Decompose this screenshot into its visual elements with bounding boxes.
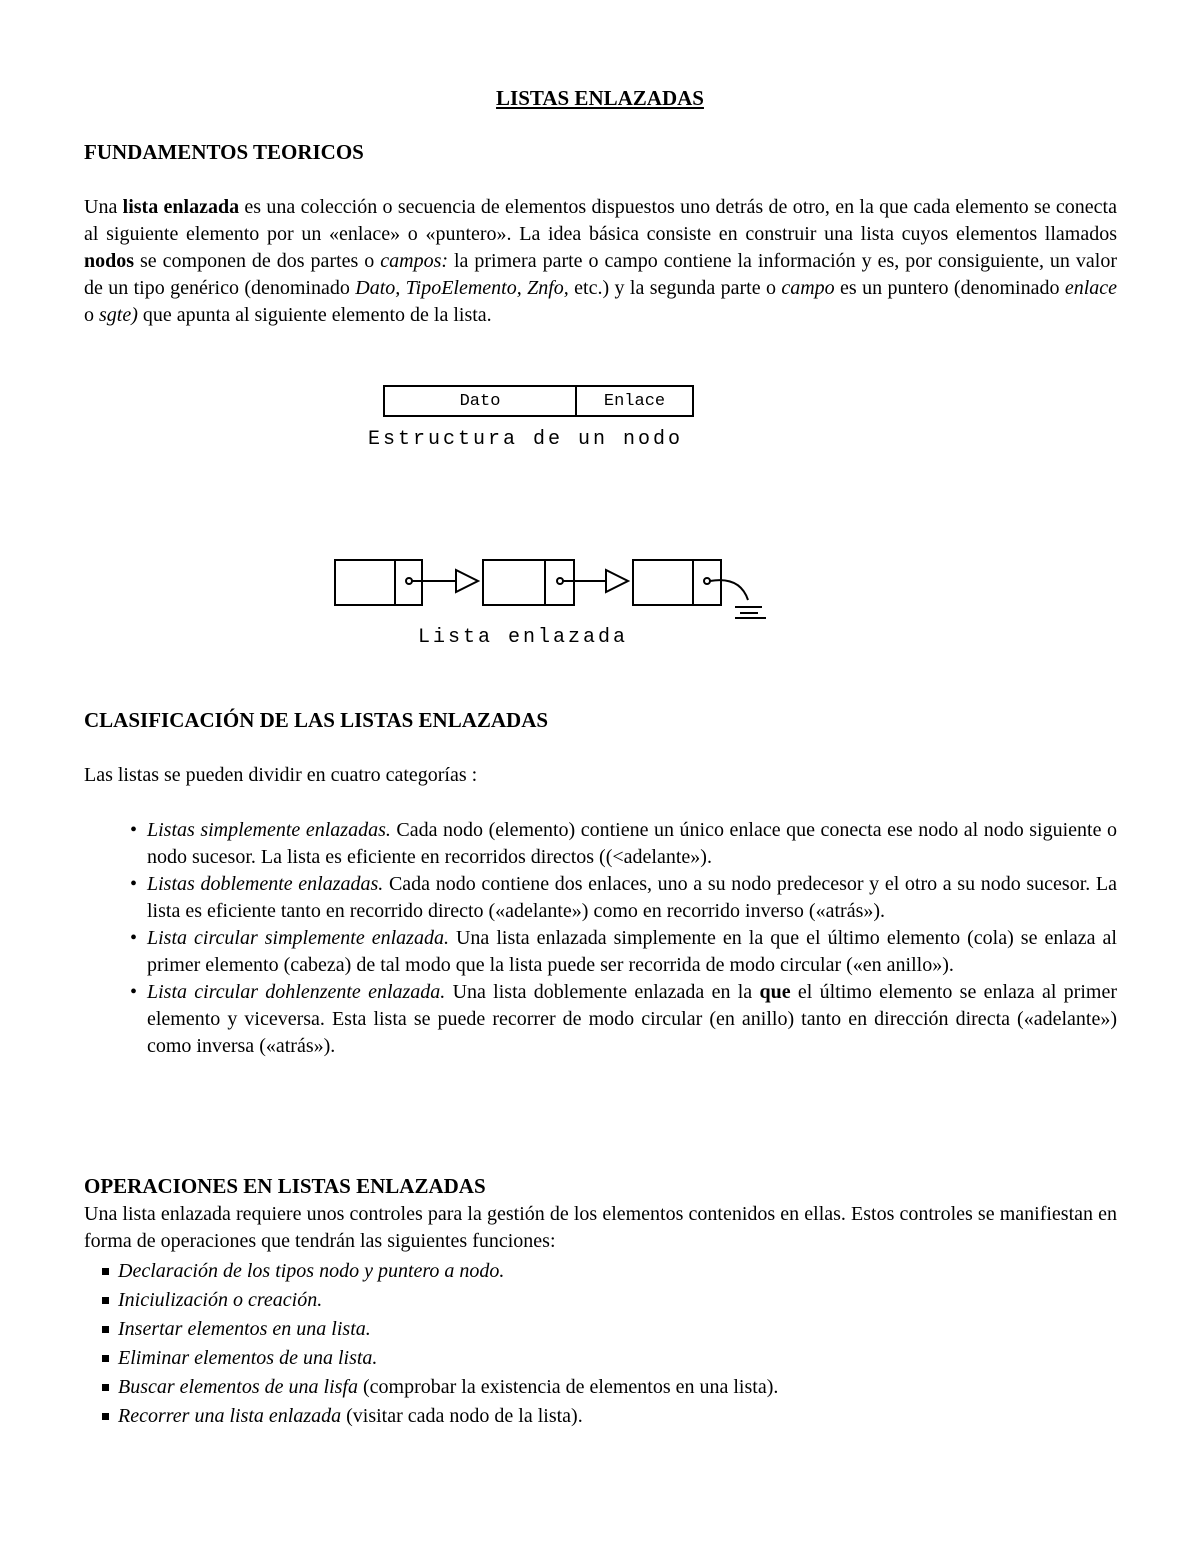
section-heading-fundamentos: FUNDAMENTOS TEORICOS (84, 140, 364, 164)
arrow-1 (456, 570, 478, 592)
arrow-2 (606, 570, 628, 592)
list-item: Eliminar elementos de una lista. (100, 1344, 1100, 1373)
node-data-field: Dato (385, 387, 577, 415)
list-item: • Listas simplemente enlazadas. Cada nodo (elemento) contiene un único enlace que conecta ese nodo al nodo siguiente o nodo sucesor. La lista es eficiente en recorridos directos ((<adelante»). (130, 819, 1118, 868)
section-heading-clasificacion: CLASIFICACIÓN DE LAS LISTAS ENLAZADAS (84, 708, 549, 732)
list-item: Iniciulización o creación. (100, 1286, 1100, 1315)
document-title: LISTAS ENLAZADAS (496, 86, 704, 110)
node-structure-diagram (383, 385, 694, 417)
operations-intro: Una lista enlazada requiere unos controles para la gestión de los elementos contenidos en ellas. Estos controles se manifiestan en forma de operaciones que tendrán las siguientes funciones: (84, 1203, 1117, 1252)
list-node-3 (633, 560, 721, 605)
list-item: Recorrer una lista enlazada (visitar cada nodo de la lista). (100, 1402, 1100, 1431)
operations-list (100, 1257, 1100, 1431)
list-item: Insertar elementos en una lista. (100, 1315, 1100, 1344)
list-item: • Lista circular simplemente enlazada. Una lista enlazada simplemente en la que el último elemento (cola) se enlaza al primer elemento (cabeza) de tal modo que la lista puede ser recorrida de modo circular («en anillo»). (130, 927, 1117, 976)
linked-list-caption: Lista enlazada (418, 626, 629, 649)
list-item: Declaración de los tipos nodo y puntero a nodo. (100, 1257, 1100, 1286)
classification-intro: Las listas se pueden dividir en cuatro categorías : (84, 764, 478, 786)
linked-list-diagram (330, 550, 780, 630)
node-link-field: Enlace (603, 391, 666, 411)
node-structure-caption: Estructura de un nodo (368, 428, 684, 451)
list-item: Buscar elementos de una lisfa (comprobar la existencia de elementos en una lista). (100, 1373, 1100, 1402)
null-link (710, 580, 748, 600)
list-item: • Listas doblemente enlazadas. Cada nodo contiene dos enlaces, uno a su nodo predecesor y el otro a su nodo sucesor. La lista es eficiente tanto en recorrido directo («adelante») como en recorrido inverso («atrás»). (130, 873, 1117, 922)
classification-list (130, 817, 1117, 1060)
list-node-2 (483, 560, 574, 605)
section-heading-operaciones: OPERACIONES EN LISTAS ENLAZADAS (84, 1174, 486, 1198)
list-item: • Lista circular dohlenzente enlazada. Una lista doblemente enlazada en la que el último elemento se enlaza al primer elemento y viceversa. Esta lista se puede recorrer de modo circular (en anillo) tanto en dirección directa («adelante») como inversa («atrás»). (130, 981, 1117, 1057)
paragraph-definition: Una lista enlazada es una colección o secuencia de elementos dispuestos uno detrás de otro, en la que cada elemento se conecta al siguiente elemento por un «enlace» o «puntero». La idea básica consiste en construir una lista cuyos elementos llamados nodos se componen de dos partes o campos: la primera parte o campo contiene la información y es, por consiguiente, un valor de un tipo genérico (denominado Dato, TipoElemento, Znfo, etc.) y la segunda parte o campo es un puntero (denominado enlace o sgte) que apunta al siguiente elemento de la lista. (84, 196, 1118, 326)
list-node-1 (335, 560, 422, 605)
